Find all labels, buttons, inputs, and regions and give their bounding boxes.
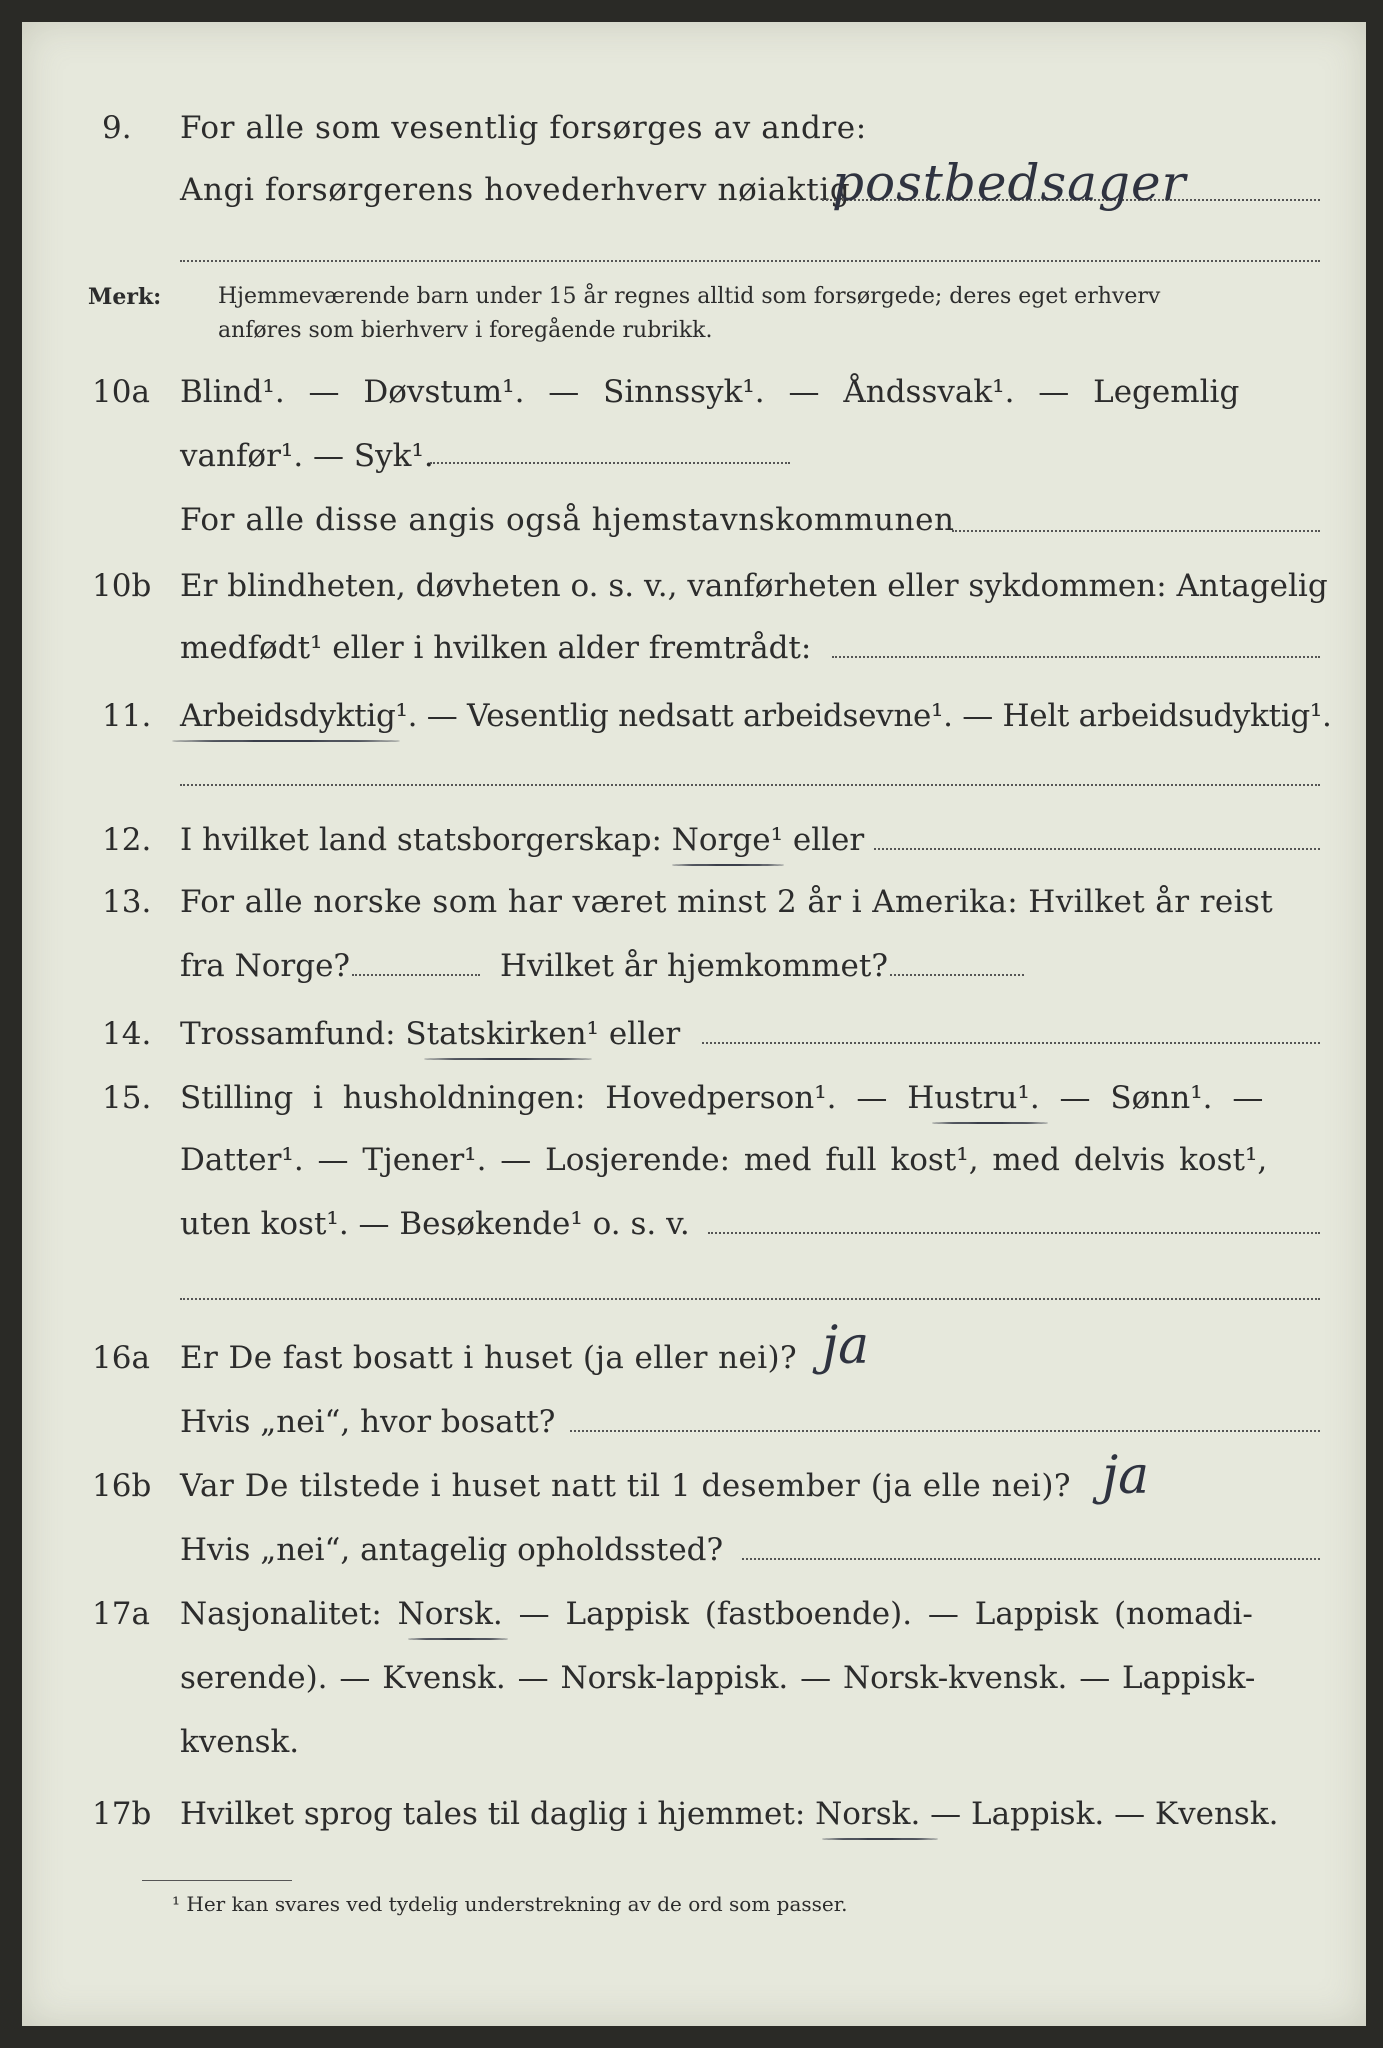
question-text: Hvis „nei“, hvor bosatt? [180, 1404, 556, 1440]
question-text: Datter¹. — Tjener¹. — Losjerende: med full kost¹, med delvis kost¹, [180, 1142, 1268, 1178]
question-number: 16b [92, 1468, 152, 1504]
footnote: ¹ Her kan svares ved tydelig understrekning av de ord som passer. [172, 1892, 848, 1916]
answer-line [874, 848, 1320, 850]
question-text: Stilling i husholdningen: Hovedperson¹. — Hustru¹. — Sønn¹. — [180, 1080, 1264, 1116]
question-number: 17b [92, 1796, 152, 1832]
answer-line [570, 1430, 1320, 1432]
question-number: 14. [102, 1016, 152, 1052]
question-number: 11. [102, 698, 152, 734]
answer-line [890, 974, 1024, 976]
answer-line [430, 462, 790, 464]
question-text: Trossamfund: Statskirken¹ eller [180, 1016, 681, 1052]
answer-line [708, 1232, 1320, 1234]
note-text: Hjemmeværende barn under 15 år regnes alltid som forsørgede; deres eget erhverv [218, 284, 1161, 309]
handwritten-answer: ja [822, 1316, 870, 1376]
question-text: Er blindheten, døvheten o. s. v., vanførheten eller sykdommen: Antagelig [180, 568, 1328, 604]
question-number: 10a [92, 374, 150, 410]
question-text: Nasjonalitet: Norsk. — Lappisk (fastboende). — Lappisk (nomadi- [180, 1596, 1253, 1632]
census-form-page [22, 22, 1366, 2026]
question-text: Hvis „nei“, antagelig opholdssted? [180, 1532, 724, 1568]
question-text: Arbeidsdyktig¹. — Vesentlig nedsatt arbeidsevne¹. — Helt arbeidsudyktig¹. [180, 698, 1332, 734]
question-number: 13. [102, 884, 152, 920]
question-text: For alle disse angis også hjemstavnskommunen [180, 502, 955, 538]
answer-underline [672, 864, 784, 866]
answer-line [702, 1042, 1320, 1044]
question-text: vanfør¹. — Syk¹. [180, 438, 434, 474]
answer-line [180, 260, 1320, 262]
answer-underline [424, 1058, 592, 1060]
question-text: medfødt¹ eller i hvilken alder fremtrådt: [180, 630, 812, 666]
question-number: 16a [92, 1340, 150, 1376]
handwritten-answer: ja [1102, 1446, 1150, 1506]
note-label: Merk: [88, 284, 162, 310]
question-text: Angi forsørgerens hovederhverv nøiaktig [180, 172, 851, 208]
answer-line [352, 974, 480, 976]
question-text: For alle som vesentlig forsørges av andre: [180, 110, 867, 146]
question-number: 12. [102, 822, 152, 858]
question-number: 9. [102, 110, 132, 146]
question-text: For alle norske som har været minst 2 år i Amerika: Hvilket år reist [180, 884, 1274, 920]
answer-underline [408, 1638, 508, 1640]
answer-underline [932, 1122, 1048, 1124]
answer-line [180, 1298, 1320, 1300]
question-text: Var De tilstede i huset natt til 1 desember (ja elle nei)? [180, 1468, 1072, 1504]
question-text: Blind¹. — Døvstum¹. — Sinnssyk¹. — Åndssvak¹. — Legemlig [180, 374, 1240, 410]
note-text: anføres som bierhverv i foregående rubrikk. [218, 318, 713, 343]
answer-line [832, 656, 1320, 658]
question-text: Er De fast bosatt i huset (ja eller nei)? [180, 1340, 798, 1376]
question-text: I hvilket land statsborgerskap: Norge¹ eller [180, 822, 865, 858]
question-text: fra Norge? [180, 948, 351, 984]
question-text: kvensk. [180, 1724, 300, 1760]
question-number: 17a [92, 1596, 150, 1632]
question-text: Hvilket sprog tales til daglig i hjemmet: Norsk. — Lappisk. — Kvensk. [180, 1796, 1279, 1832]
answer-underline [172, 740, 400, 742]
footnote-rule [142, 1880, 292, 1881]
answer-line [952, 530, 1320, 532]
question-text: Hvilket år hjemkommet? [500, 948, 888, 984]
answer-line [742, 1558, 1320, 1560]
question-text: uten kost¹. — Besøkende¹ o. s. v. [180, 1206, 690, 1242]
handwritten-answer: postbedsager [832, 154, 1187, 212]
answer-underline [822, 1838, 938, 1840]
question-number: 10b [92, 568, 152, 604]
answer-line [180, 784, 1320, 786]
question-number: 15. [102, 1080, 152, 1116]
question-text: serende). — Kvensk. — Norsk-lappisk. — Norsk-kvensk. — Lappisk- [180, 1660, 1256, 1696]
